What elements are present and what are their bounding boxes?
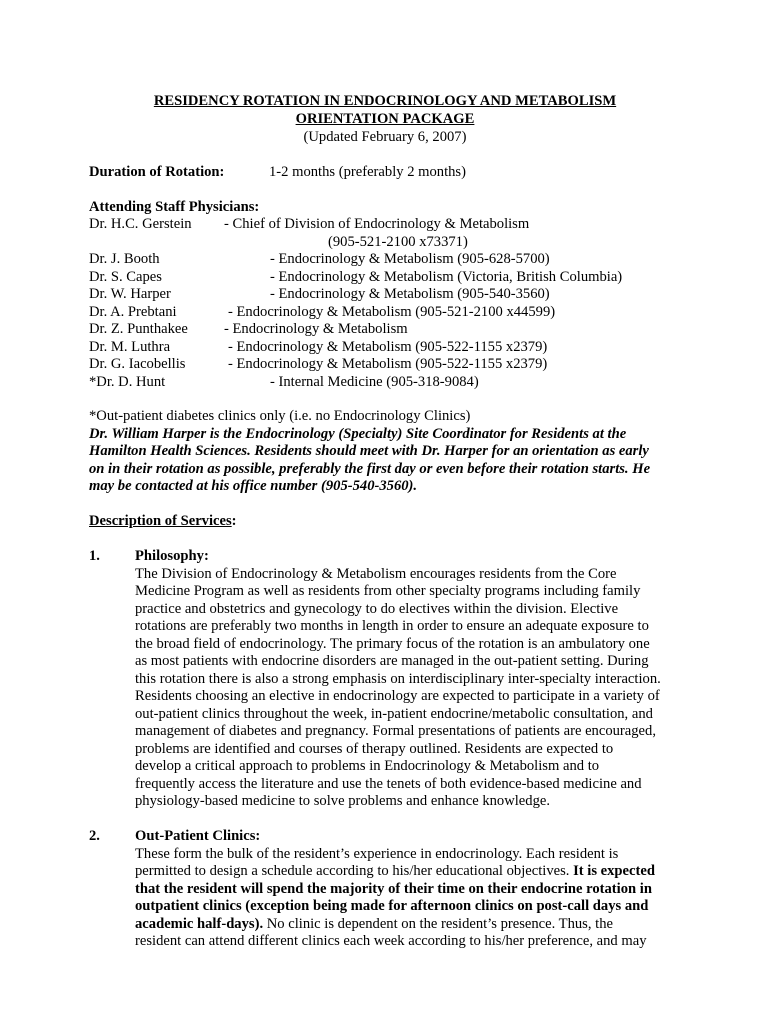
outpatient-emphasis: academic half-days).	[135, 916, 264, 932]
coordinator-line: Dr. William Harper is the Endocrinology (Specialty) Site Coordinator for Residents at the	[89, 426, 627, 442]
document-title-line1: RESIDENCY ROTATION IN ENDOCRINOLOGY AND METABOLISM	[153, 93, 617, 109]
services-heading-colon: :	[231, 513, 237, 529]
philosophy-line: frequently access the literature and use the tenets of both evidence-based medicine and	[135, 776, 642, 792]
outpatient-line: resident can attend different clinics each week according to his/her preference, and may	[135, 933, 647, 949]
staff-info: - Endocrinology & Metabolism (Victoria, British Columbia)	[270, 269, 623, 285]
outpatient-emphasis: outpatient clinics (exception being made for afternoon clinics on post-call days and	[135, 898, 649, 914]
outpatient-emphasis: that the resident will spend the majority of their time on their endocrine rotation in	[135, 881, 652, 897]
staff-name: Dr. A. Prebtani	[89, 304, 177, 320]
staff-name: Dr. G. Iacobellis	[89, 356, 186, 372]
staff-heading: Attending Staff Physicians:	[89, 199, 260, 215]
staff-name: Dr. J. Booth	[89, 251, 160, 267]
section-title-outpatient: Out-Patient Clinics:	[135, 828, 261, 844]
staff-name: Dr. S. Capes	[89, 269, 162, 285]
updated-date: (Updated February 6, 2007)	[303, 129, 467, 145]
philosophy-line: management of diabetes and pregnancy. Formal presentations of patients are encouraged,	[135, 723, 656, 739]
philosophy-line: this rotation there is also a strong emphasis on interdisciplinary inter-specialty interaction.	[135, 671, 661, 687]
staff-name: Dr. W. Harper	[89, 286, 171, 302]
philosophy-line: practice and obstetrics and gynecology to do electives within the division. Elective	[135, 601, 619, 617]
document-title-line2: ORIENTATION PACKAGE	[295, 111, 475, 127]
services-heading-text: Description of Services	[89, 513, 232, 529]
staff-info: - Endocrinology & Metabolism (905-521-2100 x44599)	[228, 304, 556, 320]
staff-name: Dr. Z. Punthakee	[89, 321, 188, 337]
coordinator-line: on in their rotation as possible, preferably the first day or even before their rotation starts. He	[89, 461, 651, 477]
philosophy-line: The Division of Endocrinology & Metabolism encourages residents from the Core	[135, 566, 617, 582]
philosophy-line: physiology-based medicine to solve problems and enhance knowledge.	[135, 793, 551, 809]
coordinator-line: may be contacted at his office number (905-540-3560).	[89, 478, 418, 494]
staff-info: - Endocrinology & Metabolism (905-522-1155 x2379)	[228, 356, 548, 372]
philosophy-line: the broad field of endocrinology. The primary focus of the rotation is an ambulatory one	[135, 636, 650, 652]
philosophy-line: Residents choosing an elective in endocrinology are expected to participate in a variety of	[135, 688, 660, 704]
staff-info: - Endocrinology & Metabolism (905-540-3560)	[270, 286, 550, 302]
staff-info: - Endocrinology & Metabolism (905-522-1155 x2379)	[228, 339, 548, 355]
footnote: *Out-patient diabetes clinics only (i.e. no Endocrinology Clinics)	[89, 408, 471, 424]
philosophy-line: rotations are preferably two months in length in order to ensure an adequate exposure to	[135, 618, 649, 634]
coordinator-line: Hamilton Health Sciences. Residents should meet with Dr. Harper for an orientation as early	[89, 443, 649, 459]
staff-info: - Endocrinology & Metabolism	[224, 321, 408, 337]
outpatient-emphasis: It is expected	[573, 863, 655, 879]
section-title-philosophy: Philosophy:	[135, 548, 209, 564]
outpatient-text: permitted to design a schedule according to his/her educational objectives.	[135, 863, 574, 879]
staff-name: Dr. H.C. Gerstein	[89, 216, 192, 232]
duration-value: 1-2 months (preferably 2 months)	[269, 164, 466, 180]
section-number: 1.	[89, 548, 100, 564]
staff-info: - Chief of Division of Endocrinology & Metabolism	[224, 216, 530, 232]
philosophy-line: Medicine Program as well as residents from other specialty programs including family	[135, 583, 641, 599]
services-heading	[89, 513, 237, 531]
philosophy-line: develop a critical approach to problems in Endocrinology & Metabolism and to	[135, 758, 600, 774]
staff-name: *Dr. D. Hunt	[89, 374, 166, 390]
staff-info: - Endocrinology & Metabolism (905-628-5700)	[270, 251, 550, 267]
duration-label: Duration of Rotation:	[89, 164, 225, 180]
staff-name: Dr. M. Luthra	[89, 339, 171, 355]
outpatient-line	[135, 916, 613, 934]
philosophy-line: as most patients with endocrine disorders are managed in the out-patient setting. During	[135, 653, 649, 669]
section-number: 2.	[89, 828, 100, 844]
philosophy-line: problems are identified and courses of therapy outlined. Residents are expected to	[135, 741, 614, 757]
philosophy-line: out-patient clinics throughout the week, in-patient endocrine/metabolic consultation, and	[135, 706, 653, 722]
staff-info: - Internal Medicine (905-318-9084)	[270, 374, 479, 390]
outpatient-line: These form the bulk of the resident’s experience in endocrinology. Each resident is	[135, 846, 619, 862]
staff-info: (905-521-2100 x73371)	[328, 234, 468, 250]
outpatient-text: No clinic is dependent on the resident’s presence. Thus, the	[263, 916, 613, 932]
outpatient-line	[135, 863, 655, 881]
